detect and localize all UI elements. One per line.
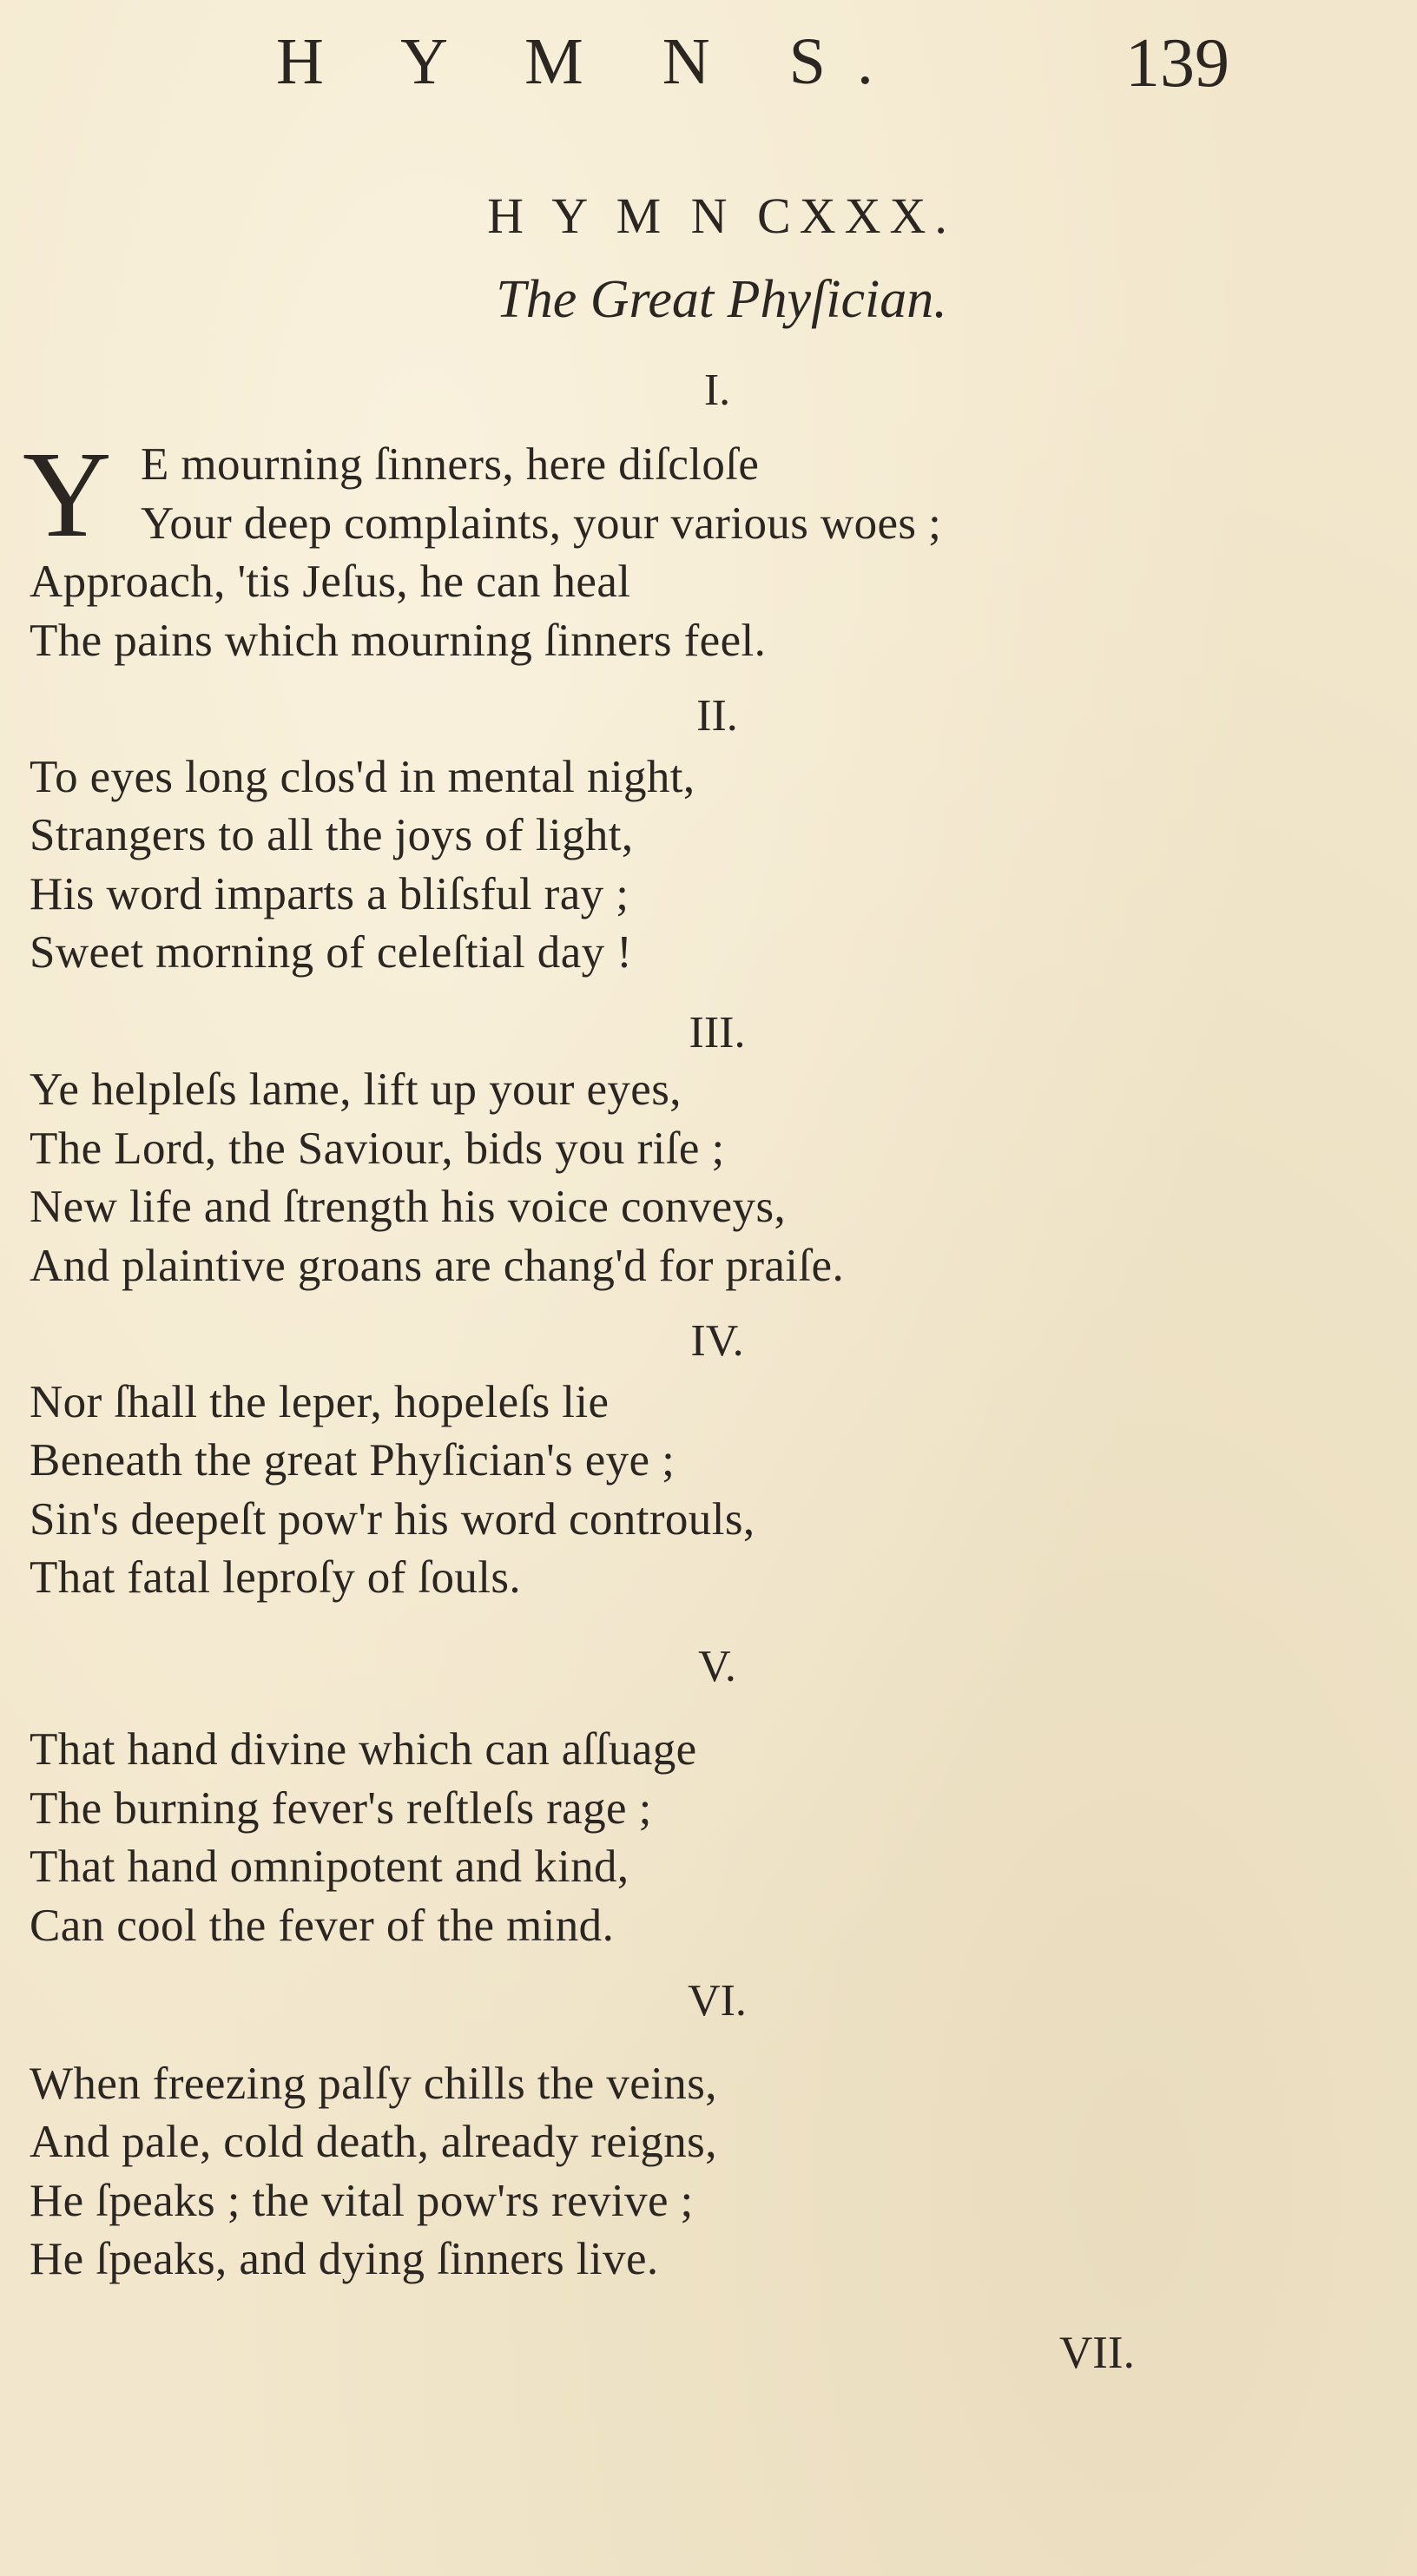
verse-line: Can cool the fever of the mind. [30, 1901, 615, 1951]
catchword: VII. [1059, 2328, 1135, 2378]
verse-line: And pale, cold death, already reigns, [30, 2117, 717, 2167]
verse-line: And plaintive groans are chang'd for praiſe. [30, 1241, 845, 1291]
verse-line: His word imparts a bliſsful ray ; [30, 869, 629, 919]
verse-line: To eyes long clos'd in mental night, [30, 752, 695, 802]
verse-line: E mourning ſinners, here diſcloſe [141, 439, 760, 490]
hymn-subtitle: The Great Phyſician. [496, 270, 947, 329]
drop-cap: Y [23, 425, 112, 563]
page-number: 139 [1125, 25, 1229, 102]
verse-line: That hand divine which can aſſuage [30, 1724, 697, 1775]
hymn-title: H Y M N CXXX. [487, 188, 956, 244]
stanza-number: III. [689, 1008, 746, 1057]
verse-line: The burning fever's reſtleſs rage ; [30, 1783, 652, 1834]
verse-line: He ſpeaks, and dying ſinners live. [30, 2234, 659, 2284]
verse-line: That hand omnipotent and kind, [30, 1841, 629, 1892]
verse-line: Sweet morning of celeſtial day ! [30, 927, 633, 978]
stanza-number: V. [698, 1642, 736, 1691]
verse-line: Beneath the great Phyſician's eye ; [30, 1435, 676, 1486]
running-head: H Y M N S. [276, 25, 905, 98]
verse-line: Your deep complaints, your various woes ; [141, 498, 942, 549]
stanza-number: IV. [690, 1316, 744, 1366]
verse-line: Ye helpleſs lame, lift up your eyes, [30, 1064, 682, 1115]
verse-line: New life and ſtrength his voice conveys, [30, 1182, 787, 1232]
stanza-number: VI. [688, 1976, 747, 2026]
verse-line: Nor ſhall the leper, hopeleſs lie [30, 1377, 610, 1427]
verse-line: The pains which mourning ſinners feel. [30, 616, 767, 666]
verse-line: The Lord, the Saviour, bids you riſe ; [30, 1123, 725, 1174]
verse-line: He ſpeaks ; the vital pow'rs revive ; [30, 2176, 694, 2226]
stanza-number: II. [696, 691, 738, 741]
verse-line: Sin's deepeſt pow'r his word controuls, [30, 1494, 755, 1545]
stanza-number: I. [703, 366, 731, 415]
verse-line: Strangers to all the joys of light, [30, 810, 634, 860]
verse-line: When freezing palſy chills the veins, [30, 2059, 717, 2109]
verse-line: Approach, 'tis Jeſus, he can heal [30, 557, 631, 607]
verse-line: That fatal leproſy of ſouls. [30, 1552, 522, 1603]
